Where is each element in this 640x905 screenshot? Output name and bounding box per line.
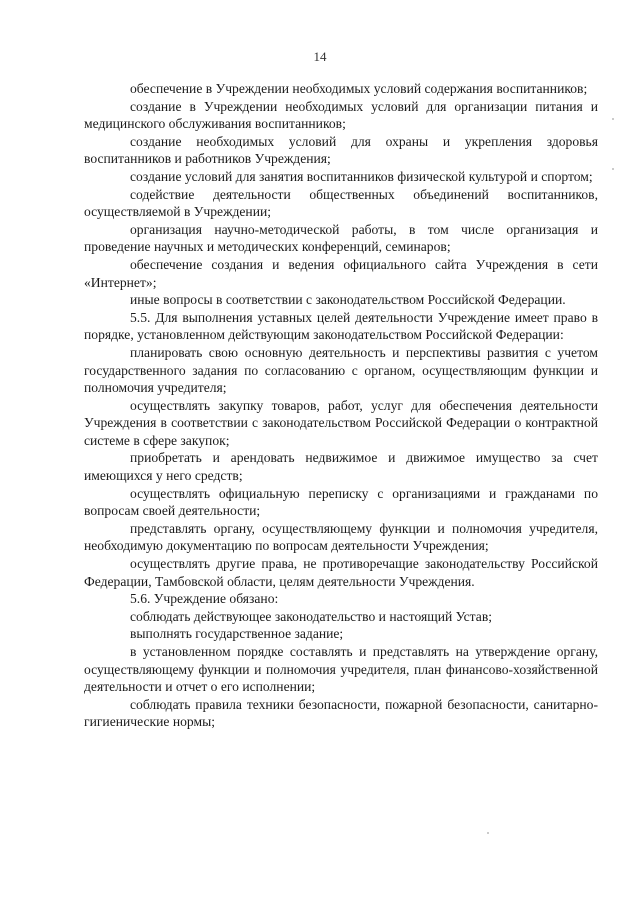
paragraph: в установленном порядке составлять и представлять на утверждение органу, осуществляющему функции и полномочия учредителя, план финансово-хозяйственной деятельности и отчет о его исполнении; [84,644,598,695]
paragraph: осуществлять закупку товаров, работ, услуг для обеспечения деятельности Учреждения в соответствии с законодательством Российской Федерации о контрактной системе в сфере закупок; [84,397,598,448]
paragraph: создание необходимых условий для охраны и укрепления здоровья воспитанников и работников Учреждения; [84,133,598,167]
scan-speck [612,118,614,120]
paragraph: обеспечение в Учреждении необходимых условий содержания воспитанников; [130,81,588,96]
paragraph: обеспечение создания и ведения официального сайта Учреждения в сети «Интернет»; [84,256,598,290]
paragraph: представлять органу, осуществляющему функции и полномочия учредителя, необходимую документацию по вопросам деятельности Учреждения; [84,520,598,554]
scan-speck [612,168,614,170]
document-body [84,80,598,731]
paragraph: планировать свою основную деятельность и перспективы развития с учетом государственного задания по согласованию с органом, осуществляющим функции и полномочия учредителя; [84,344,598,396]
paragraph: приобретать и арендовать недвижимое и движимое имущество за счет имеющихся у него средств; [84,450,598,484]
scan-speck [487,832,489,834]
paragraph: соблюдать действующее законодательство и настоящий Устав; [130,608,493,624]
paragraph: 5.6. Учреждение обязано: [130,591,279,607]
paragraph: организация научно-методической работы, в том числе организация и проведение научных и методических конференций, семинаров; [84,221,598,255]
paragraph: выполнять государственное задание; [130,626,344,642]
paragraph: иные вопросы в соответствии с законодательством Российской Федерации. [130,292,566,308]
paragraph: 5.5. Для выполнения уставных целей деятельности Учреждение имеет право в порядке, установленном действующим законодательством Российской Федерации: [84,309,598,343]
paragraph: осуществлять другие права, не противоречащие законодательству Российской Федерации, Тамбовской области, целям деятельности Учреждения. [84,556,598,589]
paragraph: осуществлять официальную переписку с организациями и гражданами по вопросам своей деятельности; [84,485,598,519]
paragraph: содействие деятельности общественных объединений воспитанников, осуществляемой в Учреждении; [84,186,598,220]
page-number: 14 [313,49,327,64]
paragraph: создание в Учреждении необходимых условий для организации питания и медицинского обслуживания воспитанников; [84,98,598,132]
paragraph: создание условий для занятия воспитанников физической культурой и спортом; [130,168,593,184]
paragraph: соблюдать правила техники безопасности, пожарной безопасности, санитарно-гигиенические нормы; [84,696,598,730]
